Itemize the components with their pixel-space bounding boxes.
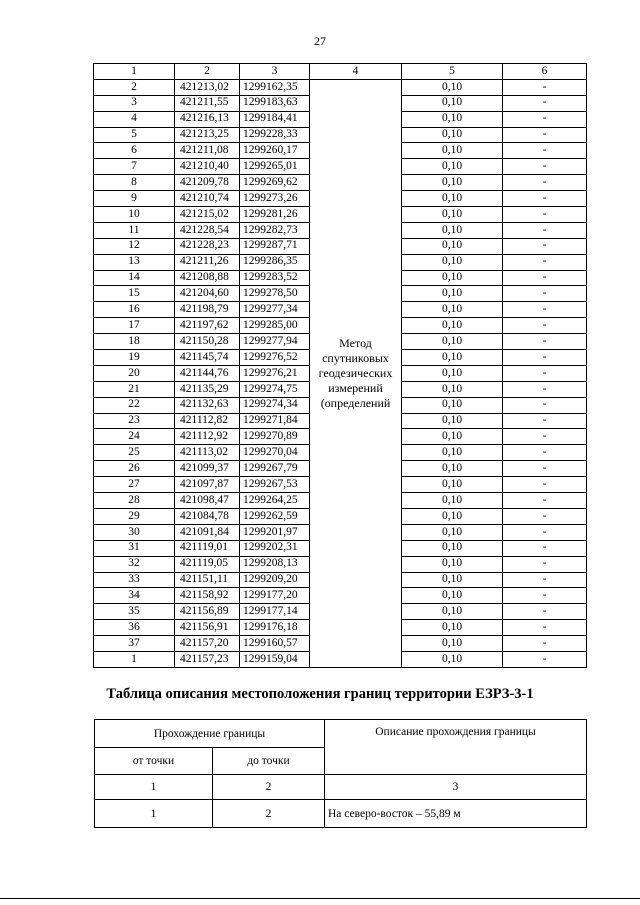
accuracy-cell: 0,10	[402, 461, 503, 477]
point-number-cell: 37	[94, 636, 175, 652]
y-coordinate-cell: 1299267,53	[240, 477, 310, 493]
note-cell: -	[503, 572, 587, 588]
y-coordinate-cell: 1299278,50	[240, 286, 310, 302]
accuracy-cell: 0,10	[402, 413, 503, 429]
note-cell: -	[503, 477, 587, 493]
header-boundary-passage: Прохождение границы	[95, 720, 325, 748]
note-cell: -	[503, 302, 587, 318]
y-coordinate-cell: 1299202,31	[240, 540, 310, 556]
note-cell: -	[503, 493, 587, 509]
accuracy-cell: 0,10	[402, 302, 503, 318]
point-number-cell: 14	[94, 270, 175, 286]
x-coordinate-cell: 421204,60	[175, 286, 240, 302]
point-number-cell: 17	[94, 318, 175, 334]
col-number-3: 3	[325, 775, 587, 800]
point-number-cell: 36	[94, 620, 175, 636]
header-col-5: 5	[402, 64, 503, 80]
note-cell: -	[503, 318, 587, 334]
y-coordinate-cell: 1299287,71	[240, 238, 310, 254]
y-coordinate-cell: 1299276,52	[240, 350, 310, 366]
x-coordinate-cell: 421158,92	[175, 588, 240, 604]
note-cell: -	[503, 238, 587, 254]
x-coordinate-cell: 421211,08	[175, 143, 240, 159]
note-cell: -	[503, 270, 587, 286]
point-number-cell: 34	[94, 588, 175, 604]
description-header-row	[95, 720, 587, 748]
note-cell: -	[503, 429, 587, 445]
y-coordinate-cell: 1299286,35	[240, 254, 310, 270]
note-cell: -	[503, 540, 587, 556]
accuracy-cell: 0,10	[402, 254, 503, 270]
note-cell: -	[503, 620, 587, 636]
note-cell: -	[503, 556, 587, 572]
note-cell: -	[503, 222, 587, 238]
x-coordinate-cell: 421112,82	[175, 413, 240, 429]
y-coordinate-cell: 1299269,62	[240, 175, 310, 191]
x-coordinate-cell: 421197,62	[175, 318, 240, 334]
point-number-cell: 7	[94, 159, 175, 175]
description-number-row	[95, 775, 587, 800]
header-col-2: 2	[175, 64, 240, 80]
accuracy-cell: 0,10	[402, 365, 503, 381]
note-cell: -	[503, 397, 587, 413]
accuracy-cell: 0,10	[402, 175, 503, 191]
note-cell: -	[503, 365, 587, 381]
point-number-cell: 24	[94, 429, 175, 445]
y-coordinate-cell: 1299176,18	[240, 620, 310, 636]
x-coordinate-cell: 421211,55	[175, 95, 240, 111]
page-bottom-rule	[0, 898, 640, 899]
accuracy-cell: 0,10	[402, 191, 503, 207]
y-coordinate-cell: 1299273,26	[240, 191, 310, 207]
x-coordinate-cell: 421210,40	[175, 159, 240, 175]
x-coordinate-cell: 421209,78	[175, 175, 240, 191]
x-coordinate-cell: 421198,79	[175, 302, 240, 318]
x-coordinate-cell: 421099,37	[175, 461, 240, 477]
header-col-6: 6	[503, 64, 587, 80]
accuracy-cell: 0,10	[402, 572, 503, 588]
point-number-cell: 12	[94, 238, 175, 254]
note-cell: -	[503, 461, 587, 477]
point-number-cell: 8	[94, 175, 175, 191]
x-coordinate-cell: 421228,23	[175, 238, 240, 254]
point-number-cell: 21	[94, 381, 175, 397]
y-coordinate-cell: 1299270,89	[240, 429, 310, 445]
point-number-cell: 23	[94, 413, 175, 429]
header-col-1: 1	[94, 64, 175, 80]
y-coordinate-cell: 1299159,04	[240, 651, 310, 667]
accuracy-cell: 0,10	[402, 429, 503, 445]
point-number-cell: 32	[94, 556, 175, 572]
point-number-cell: 1	[94, 651, 175, 667]
x-coordinate-cell: 421098,47	[175, 493, 240, 509]
note-cell: -	[503, 604, 587, 620]
note-cell: -	[503, 95, 587, 111]
accuracy-cell: 0,10	[402, 651, 503, 667]
y-coordinate-cell: 1299277,94	[240, 334, 310, 350]
y-coordinate-cell: 1299162,35	[240, 79, 310, 95]
accuracy-cell: 0,10	[402, 556, 503, 572]
x-coordinate-cell: 421132,63	[175, 397, 240, 413]
accuracy-cell: 0,10	[402, 143, 503, 159]
x-coordinate-cell: 421144,76	[175, 365, 240, 381]
point-number-cell: 18	[94, 334, 175, 350]
y-coordinate-cell: 1299282,73	[240, 222, 310, 238]
y-coordinate-cell: 1299183,63	[240, 95, 310, 111]
point-number-cell: 2	[94, 79, 175, 95]
x-coordinate-cell: 421216,13	[175, 111, 240, 127]
note-cell: -	[503, 159, 587, 175]
method-cell: Метод спутниковых геодезических измерений (определений	[310, 79, 402, 667]
coordinates-header-row	[94, 64, 587, 80]
y-coordinate-cell: 1299267,79	[240, 461, 310, 477]
point-number-cell: 25	[94, 445, 175, 461]
note-cell: -	[503, 286, 587, 302]
point-number-cell: 19	[94, 350, 175, 366]
accuracy-cell: 0,10	[402, 604, 503, 620]
y-coordinate-cell: 1299274,34	[240, 397, 310, 413]
note-cell: -	[503, 175, 587, 191]
y-coordinate-cell: 1299283,52	[240, 270, 310, 286]
note-cell: -	[503, 191, 587, 207]
accuracy-cell: 0,10	[402, 477, 503, 493]
x-coordinate-cell: 421145,74	[175, 350, 240, 366]
x-coordinate-cell: 421211,26	[175, 254, 240, 270]
x-coordinate-cell: 421156,91	[175, 620, 240, 636]
accuracy-cell: 0,10	[402, 286, 503, 302]
x-coordinate-cell: 421157,23	[175, 651, 240, 667]
note-cell: -	[503, 79, 587, 95]
section-title: Таблица описания местоположения границ территории ЕЗРЗ-3-1	[106, 686, 534, 702]
point-number-cell: 6	[94, 143, 175, 159]
accuracy-cell: 0,10	[402, 524, 503, 540]
note-cell: -	[503, 127, 587, 143]
note-cell: -	[503, 445, 587, 461]
point-number-cell: 28	[94, 493, 175, 509]
x-coordinate-cell: 421091,84	[175, 524, 240, 540]
point-number-cell: 16	[94, 302, 175, 318]
y-coordinate-cell: 1299184,41	[240, 111, 310, 127]
header-col-4: 4	[310, 64, 402, 80]
y-coordinate-cell: 1299160,57	[240, 636, 310, 652]
y-coordinate-cell: 1299276,21	[240, 365, 310, 381]
accuracy-cell: 0,10	[402, 397, 503, 413]
x-coordinate-cell: 421210,74	[175, 191, 240, 207]
coordinates-table	[93, 63, 587, 668]
x-coordinate-cell: 421119,05	[175, 556, 240, 572]
y-coordinate-cell: 1299260,17	[240, 143, 310, 159]
note-cell: -	[503, 381, 587, 397]
y-coordinate-cell: 1299177,20	[240, 588, 310, 604]
point-number-cell: 29	[94, 508, 175, 524]
note-cell: -	[503, 588, 587, 604]
point-number-cell: 3	[94, 95, 175, 111]
point-number-cell: 35	[94, 604, 175, 620]
accuracy-cell: 0,10	[402, 79, 503, 95]
note-cell: -	[503, 334, 587, 350]
accuracy-cell: 0,10	[402, 588, 503, 604]
x-coordinate-cell: 421119,01	[175, 540, 240, 556]
point-number-cell: 33	[94, 572, 175, 588]
x-coordinate-cell: 421112,92	[175, 429, 240, 445]
point-number-cell: 27	[94, 477, 175, 493]
point-number-cell: 30	[94, 524, 175, 540]
col-number-1: 1	[95, 775, 213, 800]
note-cell: -	[503, 524, 587, 540]
point-number-cell: 13	[94, 254, 175, 270]
point-number-cell: 11	[94, 222, 175, 238]
point-number-cell: 15	[94, 286, 175, 302]
x-coordinate-cell: 421113,02	[175, 445, 240, 461]
x-coordinate-cell: 421213,25	[175, 127, 240, 143]
header-col-3: 3	[240, 64, 310, 80]
x-coordinate-cell: 421215,02	[175, 207, 240, 223]
description-cell: На северо-восток – 55,89 м	[325, 800, 587, 828]
y-coordinate-cell: 1299177,14	[240, 604, 310, 620]
point-number-cell: 4	[94, 111, 175, 127]
header-from-point: от точки	[95, 748, 213, 775]
accuracy-cell: 0,10	[402, 508, 503, 524]
y-coordinate-cell: 1299228,33	[240, 127, 310, 143]
accuracy-cell: 0,10	[402, 111, 503, 127]
accuracy-cell: 0,10	[402, 334, 503, 350]
point-number-cell: 31	[94, 540, 175, 556]
y-coordinate-cell: 1299265,01	[240, 159, 310, 175]
note-cell: -	[503, 207, 587, 223]
accuracy-cell: 0,10	[402, 270, 503, 286]
x-coordinate-cell: 421097,87	[175, 477, 240, 493]
accuracy-cell: 0,10	[402, 318, 503, 334]
accuracy-cell: 0,10	[402, 445, 503, 461]
header-to-point: до точки	[213, 748, 325, 775]
accuracy-cell: 0,10	[402, 127, 503, 143]
x-coordinate-cell: 421213,02	[175, 79, 240, 95]
accuracy-cell: 0,10	[402, 207, 503, 223]
accuracy-cell: 0,10	[402, 350, 503, 366]
x-coordinate-cell: 421135,29	[175, 381, 240, 397]
page-number: 27	[314, 34, 326, 48]
y-coordinate-cell: 1299201,97	[240, 524, 310, 540]
x-coordinate-cell: 421151,11	[175, 572, 240, 588]
point-number-cell: 5	[94, 127, 175, 143]
accuracy-cell: 0,10	[402, 222, 503, 238]
point-number-cell: 22	[94, 397, 175, 413]
table-row	[95, 800, 587, 828]
from-point-cell: 1	[95, 800, 213, 828]
x-coordinate-cell: 421156,89	[175, 604, 240, 620]
y-coordinate-cell: 1299274,75	[240, 381, 310, 397]
accuracy-cell: 0,10	[402, 238, 503, 254]
note-cell: -	[503, 254, 587, 270]
table-row	[94, 79, 587, 95]
boundary-description-table	[94, 719, 587, 828]
y-coordinate-cell: 1299208,13	[240, 556, 310, 572]
to-point-cell: 2	[213, 800, 325, 828]
y-coordinate-cell: 1299264,25	[240, 493, 310, 509]
accuracy-cell: 0,10	[402, 493, 503, 509]
note-cell: -	[503, 350, 587, 366]
point-number-cell: 9	[94, 191, 175, 207]
accuracy-cell: 0,10	[402, 540, 503, 556]
note-cell: -	[503, 651, 587, 667]
x-coordinate-cell: 421150,28	[175, 334, 240, 350]
note-cell: -	[503, 413, 587, 429]
accuracy-cell: 0,10	[402, 159, 503, 175]
x-coordinate-cell: 421084,78	[175, 508, 240, 524]
y-coordinate-cell: 1299262,59	[240, 508, 310, 524]
accuracy-cell: 0,10	[402, 95, 503, 111]
note-cell: -	[503, 143, 587, 159]
col-number-2: 2	[213, 775, 325, 800]
header-boundary-description: Описание прохождения границы	[325, 720, 587, 775]
note-cell: -	[503, 508, 587, 524]
y-coordinate-cell: 1299271,84	[240, 413, 310, 429]
x-coordinate-cell: 421228,54	[175, 222, 240, 238]
accuracy-cell: 0,10	[402, 620, 503, 636]
accuracy-cell: 0,10	[402, 636, 503, 652]
x-coordinate-cell: 421157,20	[175, 636, 240, 652]
y-coordinate-cell: 1299270,04	[240, 445, 310, 461]
y-coordinate-cell: 1299281,26	[240, 207, 310, 223]
point-number-cell: 20	[94, 365, 175, 381]
accuracy-cell: 0,10	[402, 381, 503, 397]
point-number-cell: 10	[94, 207, 175, 223]
note-cell: -	[503, 636, 587, 652]
point-number-cell: 26	[94, 461, 175, 477]
y-coordinate-cell: 1299277,34	[240, 302, 310, 318]
y-coordinate-cell: 1299285,00	[240, 318, 310, 334]
x-coordinate-cell: 421208,88	[175, 270, 240, 286]
note-cell: -	[503, 111, 587, 127]
y-coordinate-cell: 1299209,20	[240, 572, 310, 588]
